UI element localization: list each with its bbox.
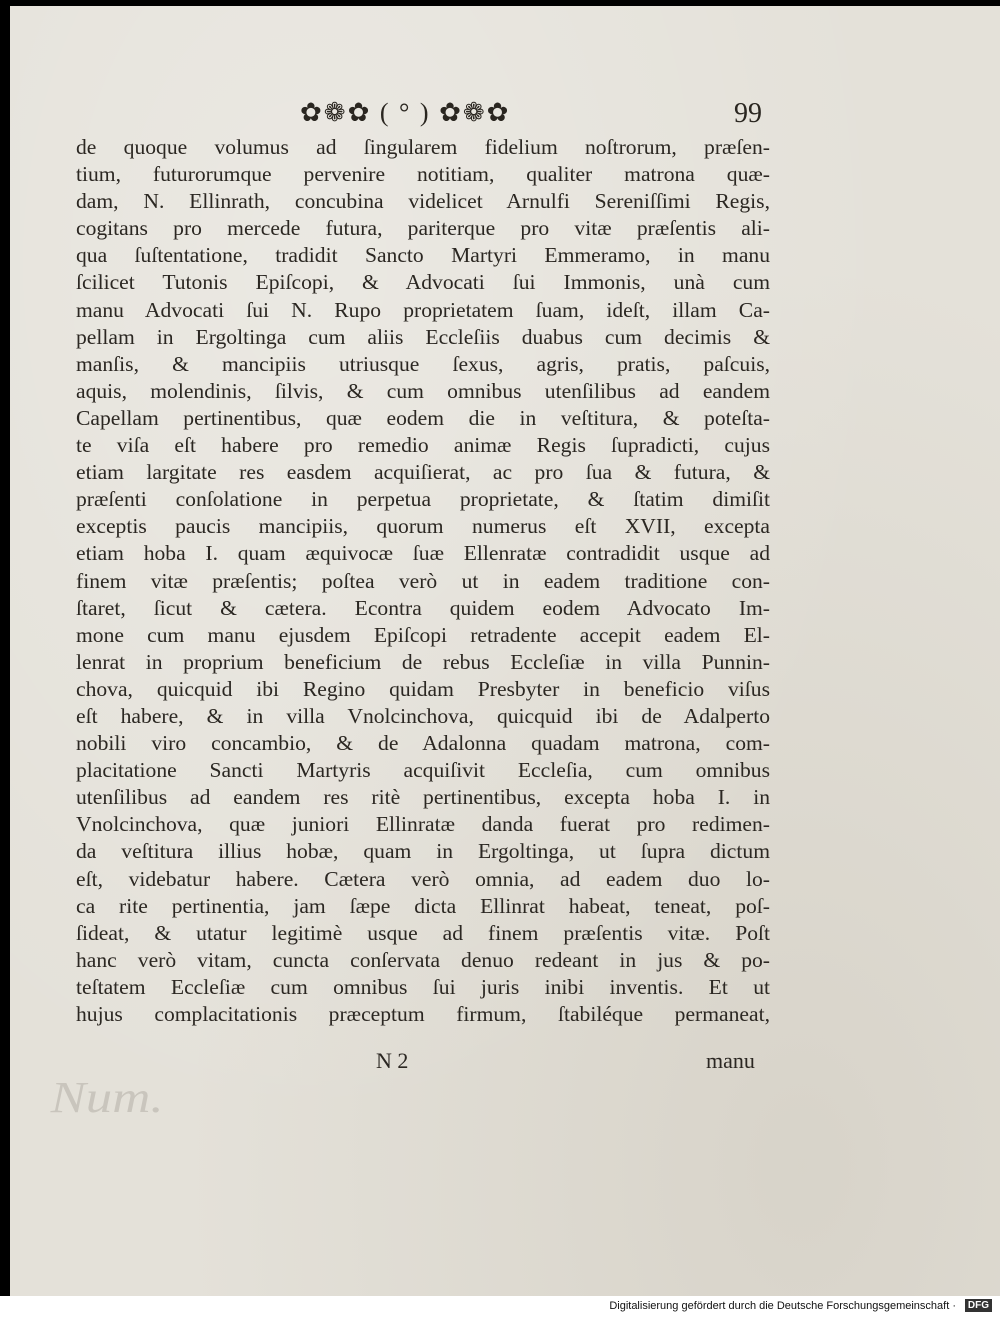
text-line: Capellam pertinentibus, quæ eodem die in veſtitura, & poteſta- [76,405,770,430]
running-header [10,96,1000,136]
text-line: ſideat, & utatur legitimè usque ad finem præſentis vitæ. Poſt [76,920,770,945]
text-line: ca rite pertinentia, jam ſæpe dicta Ellinrat habeat, teneat, poſ- [76,893,770,918]
text-line: exceptis paucis mancipiis, quorum numerus eſt XVII, excepta [76,514,770,539]
text-line: præſenti conſolatione in perpetua proprietate, & ſtatim dimiſit [76,487,770,512]
text-line: manſis, & mancipiis utriusque ſexus, agris, pratis, paſcuis, [76,351,770,376]
text-line: mone cum manu ejusdem Epiſcopi retradente accepit eadem El- [76,622,770,647]
bleed-through-text: Num. [50,1073,164,1122]
text-line: etiam largitate res easdem acquiſierat, ac pro ſua & futura, & [76,460,770,485]
text-line: nobili viro concambio, & de Adalonna quadam matrona, com- [76,731,770,756]
credit-bar [0,1296,1000,1318]
text-line: Vnolcinchova, quæ juniori Ellinratæ danda fuerat pro redimen- [76,812,770,837]
text-line: aquis, molendinis, ſilvis, & cum omnibus utenſilibus ad eandem [76,378,770,403]
text-line: placitatione Sancti Martyris acquiſivit Eccleſia, cum omnibus [76,758,770,783]
text-line: cogitans pro mercede futura, pariterque pro vitæ præſentis ali- [76,216,770,241]
text-line: teſtatem Eccleſiæ cum omnibus ſui juris inibi inventis. Et ut [76,974,770,999]
text-line: da veſtitura illius hobæ, quam in Ergoltinga, ut ſupra dictum [76,839,770,864]
text-line: hanc verò vitam, cuncta conſervata denuo redeant in jus & po- [76,947,770,972]
book-page [10,6,1000,1296]
text-line: eſt habere, & in villa Vnolcinchova, quicquid ibi de Adalperto [76,703,770,728]
catchword: manu [706,1048,755,1073]
text-line: de quoque volumus ad ſingularem fidelium noſtrorum, præſen- [76,135,770,159]
text-line: dam, N. Ellinrath, concubina videlicet Arnulfi Sereniſſimi Regis, [76,189,770,214]
header-ornament: ✿❁✿ ( ° ) ✿❁✿ [300,98,511,127]
text-line: ſcilicet Tutonis Epiſcopi, & Advocati ſui Immonis, unà cum [76,270,770,295]
credit-text: Digitalisierung gefördert durch die Deutsche Forschungsgemeinschaft · [609,1300,956,1312]
text-line: ſtaret, ſicut & cætera. Econtra quidem eodem Advocato Im- [76,595,770,620]
text-line: finem vitæ præſentis; poſtea verò ut in eadem traditione con- [76,568,770,593]
text-line: eſt, videbatur habere. Cætera verò omnia, ad eadem duo lo- [76,866,770,891]
text-line: hujus complacitationis præceptum firmum, ſtabiléque permaneat, [76,1002,770,1026]
text-line: manu Advocati ſui N. Rupo proprietatem ſuam, ideſt, illam Ca- [76,297,770,322]
text-line: tium, futurorumque pervenire notitiam, qualiter matrona quæ- [76,162,770,187]
signature-mark: N 2 [376,1048,409,1073]
text-line: qua ſuſtentatione, tradidit Sancto Martyri Emmeramo, in manu [76,243,770,268]
body-text [76,134,770,1028]
text-line: pellam in Ergoltinga cum aliis Eccleſiis duabus cum decimis & [76,324,770,349]
text-line: lenrat in proprium beneficium de rebus Eccleſiæ in villa Punnin- [76,649,770,674]
text-line: te viſa eſt habere pro remedio animæ Regis ſupradicti, cujus [76,433,770,458]
text-line: chova, quicquid ibi Regino quidam Presbyter in beneficio viſus [76,676,770,701]
text-line: etiam hoba I. quam æquivocæ ſuæ Ellenratæ contradidit usque ad [76,541,770,566]
page-number: 99 [734,98,762,129]
dfg-logo: DFG [965,1299,992,1312]
text-line: utenſilibus ad eandem res ritè pertinentibus, excepta hoba I. in [76,785,770,810]
